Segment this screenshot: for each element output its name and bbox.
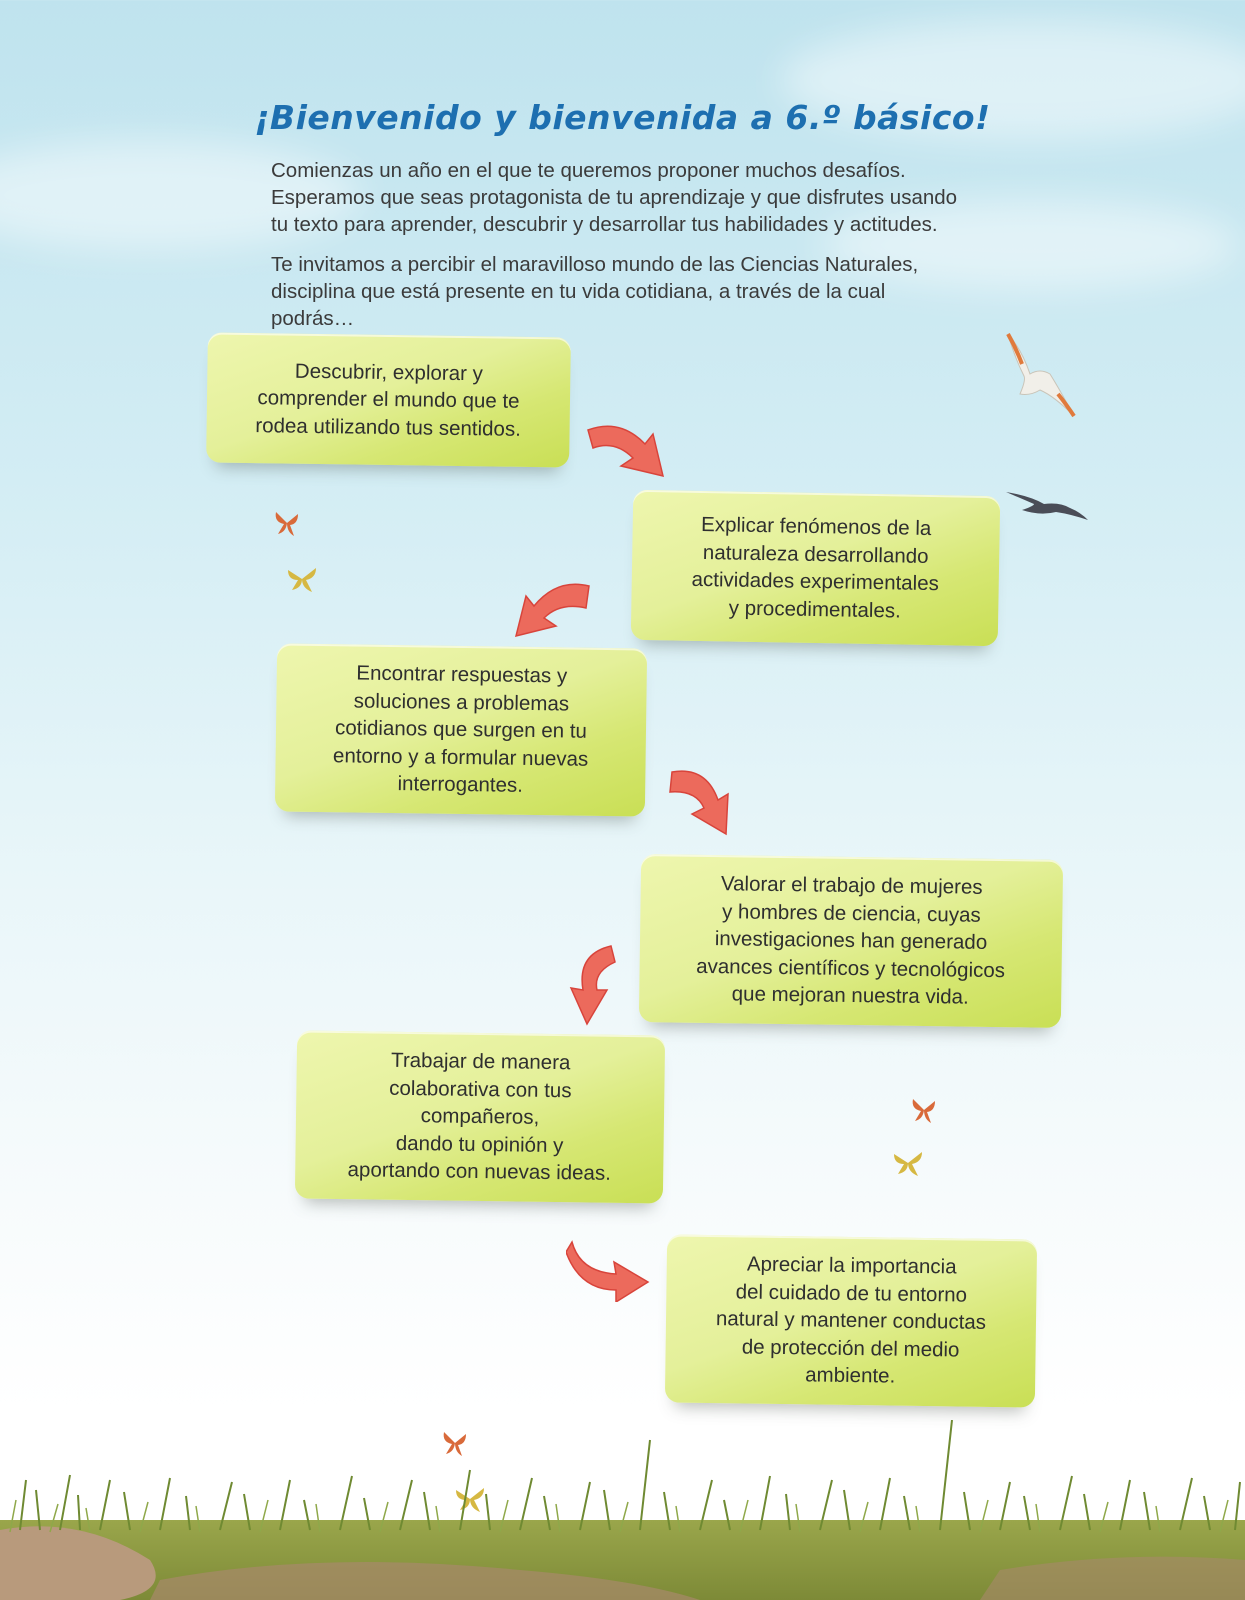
goal-text: Apreciar la importancia del cuidado de tu entorno natural y mantener conductas de protección del medio ambiente.	[715, 1252, 987, 1388]
page-title: ¡Bienvenido y bienvenida a 6.º básico!	[254, 98, 991, 137]
goal-text: Trabajar de manera colaborativa con tus compañeros, dando tu opinión y aportando con nuevas ideas.	[347, 1049, 612, 1186]
butterfly-yellow-icon	[890, 1148, 926, 1178]
arrow-icon	[512, 580, 592, 638]
bird-white-icon	[1000, 330, 1080, 420]
goal-text: Descubrir, explorar y comprender el mundo que te rodea utilizando tus sentidos.	[255, 359, 522, 441]
bird-dark-icon	[1004, 488, 1088, 524]
goal-text: Explicar fenómenos de la naturaleza desarrollando actividades experimentales y procedimentales.	[691, 512, 940, 622]
goal-card	[631, 490, 1001, 646]
goal-card	[639, 854, 1063, 1028]
goal-card	[665, 1234, 1037, 1407]
butterfly-yellow-icon	[284, 564, 320, 594]
arrow-icon	[555, 942, 617, 1026]
intro-paragraph: Te invitamos a percibir el maravilloso mundo de las Ciencias Naturales, disciplina que está presente en tu vida cotidiana, a través de la cual podrás…	[271, 253, 919, 330]
arrow-icon	[668, 758, 740, 836]
grass-illustration	[0, 1420, 1245, 1600]
butterfly-orange-icon	[909, 1095, 939, 1125]
intro-paragraph: Comienzas un año en el que te queremos proponer muchos desafíos. Esperamos que seas protagonista de tu aprendizaje y que disfrutes usando tu texto para aprender, descubrir y desarrollar tus habilidades y actitudes.	[271, 159, 958, 236]
goal-card	[295, 1030, 665, 1203]
arrow-icon	[566, 1238, 650, 1302]
goal-text: Encontrar respuestas y soluciones a problemas cotidianos que surgen en tu entorno y a formular nuevas interrogantes.	[332, 661, 589, 798]
goal-card	[275, 643, 647, 816]
goal-text: Valorar el trabajo de mujeres y hombres de ciencia, cuyas investigaciones han generado avances científicos y tecnológicos que mejoran nuestra vida.	[696, 872, 1006, 1009]
goal-card	[206, 332, 571, 467]
arrow-icon	[585, 420, 670, 480]
butterfly-orange-icon	[272, 508, 302, 538]
